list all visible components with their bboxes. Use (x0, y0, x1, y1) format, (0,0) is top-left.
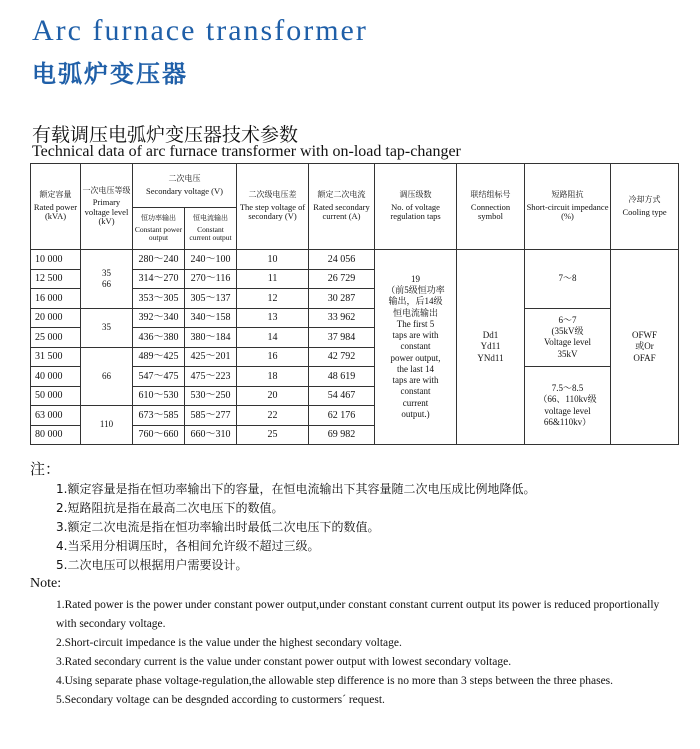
merged-line: 35kV (557, 348, 578, 359)
cell-rated-power: 40 000 (31, 367, 81, 387)
note-en-item: 1.Rated power is the power under constant power output,under constant constant current output its power is reduced proportionally with secondary voltage. (56, 599, 660, 630)
merged-line: current (402, 397, 429, 408)
merged-line: 输出，后14级 (388, 296, 443, 307)
notes-en-label: Note: (30, 576, 62, 591)
cell-cooling (611, 250, 679, 445)
header-regulation-taps: 调压级数 No. of voltage regulation taps (375, 164, 457, 250)
merged-line: （66、110kv级 (538, 394, 597, 405)
note-en-item: 5.Secondary voltage can be desgnded according to custormers´ request. (56, 694, 385, 706)
cell-impedance (525, 250, 611, 309)
cell-primary-voltage: 35 (81, 308, 133, 347)
merged-line: voltage level (544, 405, 591, 416)
cell-connection (457, 250, 525, 445)
cell-rated-current: 30 287 (309, 289, 375, 309)
note-cn-item: 1.额定容量是指在恒功率输出下的容量，在恒电流输出下其容量随二次电压成比例地降低。 (56, 482, 536, 496)
cell-rated-power: 16 000 (31, 289, 81, 309)
merged-line: output.) (401, 408, 430, 419)
cell-step-voltage: 25 (237, 425, 309, 445)
cell-step-voltage: 11 (237, 269, 309, 289)
merged-line: 恒电流输出 (393, 307, 439, 318)
cell-primary-voltage: 35 66 (81, 250, 133, 309)
cell-constant-current-voltage: 270～116 (185, 269, 237, 289)
cell-constant-power-voltage: 280～240 (133, 250, 185, 270)
cell-rated-current: 48 619 (309, 367, 375, 387)
cell-rated-current: 69 982 (309, 425, 375, 445)
technical-data-table-wrapper (30, 163, 678, 445)
merged-line: constant (400, 341, 431, 352)
cell-constant-current-voltage: 530～250 (185, 386, 237, 406)
cell-impedance (525, 367, 611, 445)
cell-constant-power-voltage: 547～475 (133, 367, 185, 387)
header-constant-power: 恒功率输出 Constant power output (133, 208, 185, 250)
cell-rated-current: 37 984 (309, 328, 375, 348)
cell-constant-current-voltage: 240～100 (185, 250, 237, 270)
note-en-item: 4.Using separate phase voltage-regulation,the allowable step difference is no more than 3 steps between the three phases. (56, 675, 614, 687)
merged-line: OFAF (633, 352, 656, 363)
merged-line: taps are with (392, 330, 439, 341)
cell-rated-current: 24 056 (309, 250, 375, 270)
header-connection: 联结组标号 Connection symbol (457, 164, 525, 250)
cell-rated-current: 62 176 (309, 406, 375, 426)
cell-constant-current-voltage: 425～201 (185, 347, 237, 367)
merged-line: The first 5 (396, 318, 435, 329)
cell-step-voltage: 13 (237, 308, 309, 328)
merged-line: 19 (411, 273, 421, 284)
note-cn-item: 5.二次电压可以根据用户需要设计。 (56, 558, 248, 572)
cell-rated-power: 25 000 (31, 328, 81, 348)
header-cooling: 冷却方式 Cooling type (611, 164, 679, 250)
header-impedance: 短路阻抗 Short-circuit impedance (%) (525, 164, 611, 250)
header-secondary-voltage: 二次电压 Secondary voltage (V) (133, 164, 237, 208)
cell-regulation-taps (375, 250, 457, 445)
note-en-item: 3.Rated secondary current is the value under constant power output with lowest secondary voltage. (56, 656, 512, 668)
page-title-en: Arc furnace transformer (32, 14, 368, 47)
cell-primary-voltage: 110 (81, 406, 133, 445)
cell-constant-power-voltage: 314～270 (133, 269, 185, 289)
header-primary-voltage: 一次电压等级 Primary voltage level (kV) (81, 164, 133, 250)
header-rated-power: 额定容量 Rated power (kVA) (31, 164, 81, 250)
cell-rated-power: 12 500 (31, 269, 81, 289)
cell-constant-current-voltage: 585～277 (185, 406, 237, 426)
merged-line: 66&110kv） (543, 416, 592, 427)
note-en-item: 2.Short-circuit impedance is the value under the highest secondary voltage. (56, 637, 402, 649)
cell-step-voltage: 12 (237, 289, 309, 309)
cell-constant-power-voltage: 392～340 (133, 308, 185, 328)
technical-data-table (30, 163, 679, 445)
cell-constant-current-voltage: 660～310 (185, 425, 237, 445)
table-row (31, 250, 679, 270)
table-body (31, 250, 679, 445)
merged-line: 6～7 (558, 314, 577, 325)
merged-line: power output, (390, 352, 441, 363)
merged-line: 7.5～8.5 (551, 383, 584, 393)
header-step-voltage: 二次级电压差 The step voltage of secondary (V) (237, 164, 309, 250)
cell-step-voltage: 16 (237, 347, 309, 367)
note-cn-item: 2.短路阻抗是指在最高二次电压下的数值。 (56, 501, 284, 515)
cell-constant-power-voltage: 760～660 (133, 425, 185, 445)
cell-rated-power: 31 500 (31, 347, 81, 367)
merged-line: constant (400, 386, 431, 397)
cell-constant-power-voltage: 353～305 (133, 289, 185, 309)
merged-line: 或Or (635, 341, 654, 352)
cell-rated-current: 54 467 (309, 386, 375, 406)
cell-rated-power: 80 000 (31, 425, 81, 445)
cell-impedance (525, 308, 611, 367)
section-title-cn: 有载调压电弧炉变压器技术参数 (32, 124, 299, 146)
merged-line: （前5级恒功率 (386, 285, 445, 296)
cell-constant-power-voltage: 673～585 (133, 406, 185, 426)
page-title-cn: 电弧炉变压器 (32, 60, 188, 88)
section-title-en: Technical data of arc furnace transformer with on-load tap-changer (32, 143, 461, 160)
merged-line: 7～8 (558, 273, 577, 284)
cell-step-voltage: 10 (237, 250, 309, 270)
cell-constant-power-voltage: 436～380 (133, 328, 185, 348)
cell-constant-current-voltage: 305～137 (185, 289, 237, 309)
cell-step-voltage: 20 (237, 386, 309, 406)
notes-cn-label: 注： (30, 460, 61, 478)
cell-constant-power-voltage: 610～530 (133, 386, 185, 406)
notes-cn-list (56, 480, 535, 575)
cell-rated-current: 33 962 (309, 308, 375, 328)
cell-step-voltage: 14 (237, 328, 309, 348)
cell-constant-current-voltage: 475～223 (185, 367, 237, 387)
merged-line: (35kV级 (551, 326, 584, 336)
cell-constant-power-voltage: 489～425 (133, 347, 185, 367)
cell-rated-power: 50 000 (31, 386, 81, 406)
merged-line: Dd1 (482, 330, 499, 341)
cell-step-voltage: 18 (237, 367, 309, 387)
merged-line: taps are with (392, 375, 439, 386)
notes-en-list (56, 596, 674, 710)
merged-line: YNd11 (477, 352, 504, 363)
table-row (31, 308, 679, 328)
merged-line: the last 14 (397, 363, 435, 374)
note-cn-item: 3.额定二次电流是指在恒功率输出时最低二次电压下的数值。 (56, 520, 380, 534)
merged-line: Voltage level (543, 337, 592, 348)
cell-constant-current-voltage: 380～184 (185, 328, 237, 348)
cell-constant-current-voltage: 340～158 (185, 308, 237, 328)
merged-line: OFWF (632, 330, 658, 341)
cell-rated-power: 10 000 (31, 250, 81, 270)
cell-rated-power: 20 000 (31, 308, 81, 328)
cell-primary-voltage: 66 (81, 347, 133, 406)
cell-step-voltage: 22 (237, 406, 309, 426)
merged-line: Yd11 (480, 341, 501, 352)
header-rated-current: 额定二次电流 Rated secondary current (A) (309, 164, 375, 250)
cell-rated-current: 42 792 (309, 347, 375, 367)
cell-rated-power: 63 000 (31, 406, 81, 426)
header-constant-current: 恒电流输出 Constant current output (185, 208, 237, 250)
cell-rated-current: 26 729 (309, 269, 375, 289)
note-cn-item: 4.当采用分相调压时，各相间允许级不超过三级。 (56, 539, 320, 553)
